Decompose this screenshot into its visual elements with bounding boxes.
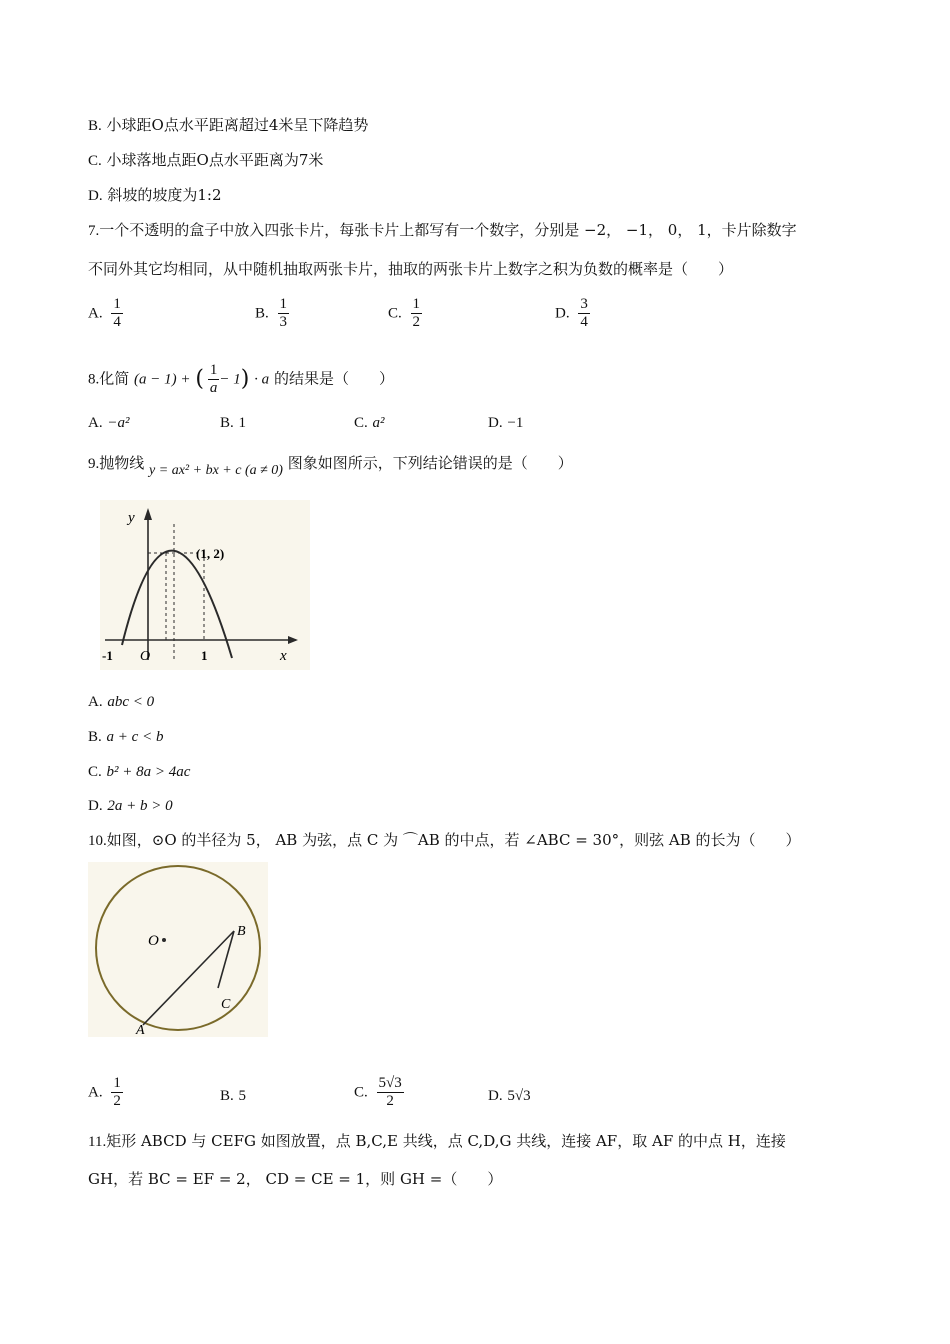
x-label: x: [280, 648, 287, 664]
tick-neg1: -1: [102, 648, 113, 663]
q9-option-b: B. a + c < b: [88, 729, 164, 745]
q9-stem: 9.抛物线 y = ax² + bx + c (a ≠ 0) 图象如图所示，下列结论错误的是（ ）: [88, 454, 573, 478]
q6-option-d: D. 斜坡的坡度为1:2: [88, 186, 222, 204]
q7-option-a: A. $\frac{1}{4}$: [88, 296, 121, 330]
q7-option-d: D. $\frac{3}{4}$: [555, 296, 588, 330]
q7-stem-line1: 7.一个不透明的盒子中放入四张卡片，每张卡片上都写有一个数字，分别是 −2， −1， 0， 1，卡片除数字: [88, 221, 797, 239]
q9-option-d: D. 2a + b > 0: [88, 798, 173, 814]
parabola-figure: [100, 500, 310, 670]
q7-option-c: C. $\frac{1}{2}$: [388, 296, 421, 330]
q11-stem-line1: 11.矩形 ABCD 与 CEFG 如图放置，点 B,C,E 共线，点 C,D,G 共线，连接 AF，取 AF 的中点 H，连接: [88, 1132, 786, 1150]
q8-option-b: B. 1: [220, 415, 247, 431]
q6-option-b: B. 小球距O点水平距离超过4米呈下降趋势: [88, 116, 369, 134]
label-c: C: [221, 997, 231, 1012]
tick-1: 1: [201, 648, 208, 663]
q10-option-a: A. $\frac{1}{2}$: [88, 1075, 121, 1109]
tick-origin: O: [140, 649, 151, 664]
q8-option-d: D. −1: [488, 415, 524, 431]
point-label: (1, 2): [196, 546, 225, 561]
q10-stem: 10.如图，⊙O 的半径为 5， AB 为弦，点 C 为 ⌒AB 的中点，若 ∠ABC = 30°，则弦 AB 的长为（ ）: [88, 831, 801, 849]
q10-option-d: D. 5√3: [488, 1088, 531, 1104]
label-o: O: [148, 933, 159, 949]
label-b: B: [237, 924, 246, 939]
q6-option-c: C. 小球落地点距O点水平距离为7米: [88, 151, 324, 169]
q7-option-b: B. $\frac{1}{3}$: [255, 296, 288, 330]
q8-option-a: A. −a²: [88, 415, 130, 431]
label-a: A: [136, 1023, 145, 1037]
q9-option-a: A. abc < 0: [88, 694, 155, 710]
q8-stem: 8.化简 (a − 1) + ( $\frac{1}{a}$ − 1) · a 的结果是（ ）: [88, 362, 394, 396]
q9-option-c: C. b² + 8a > 4ac: [88, 764, 191, 780]
q7-stem-line2: 不同外其它均相同，从中随机抽取两张卡片，抽取的两张卡片上数字之积为负数的概率是（ ）: [88, 260, 734, 278]
figure-background: [88, 862, 268, 1037]
center-dot: [162, 938, 166, 942]
y-label: y: [128, 510, 135, 526]
q11-stem-line2: GH，若 BC = EF = 2， CD = CE = 1，则 GH =（ ）: [88, 1170, 503, 1188]
q10-option-c: C. $\frac{5√3}{2}$: [354, 1075, 402, 1109]
circle-figure: [88, 862, 268, 1037]
q8-option-c: C. a²: [354, 415, 385, 431]
q10-option-b: B. 5: [220, 1088, 247, 1104]
